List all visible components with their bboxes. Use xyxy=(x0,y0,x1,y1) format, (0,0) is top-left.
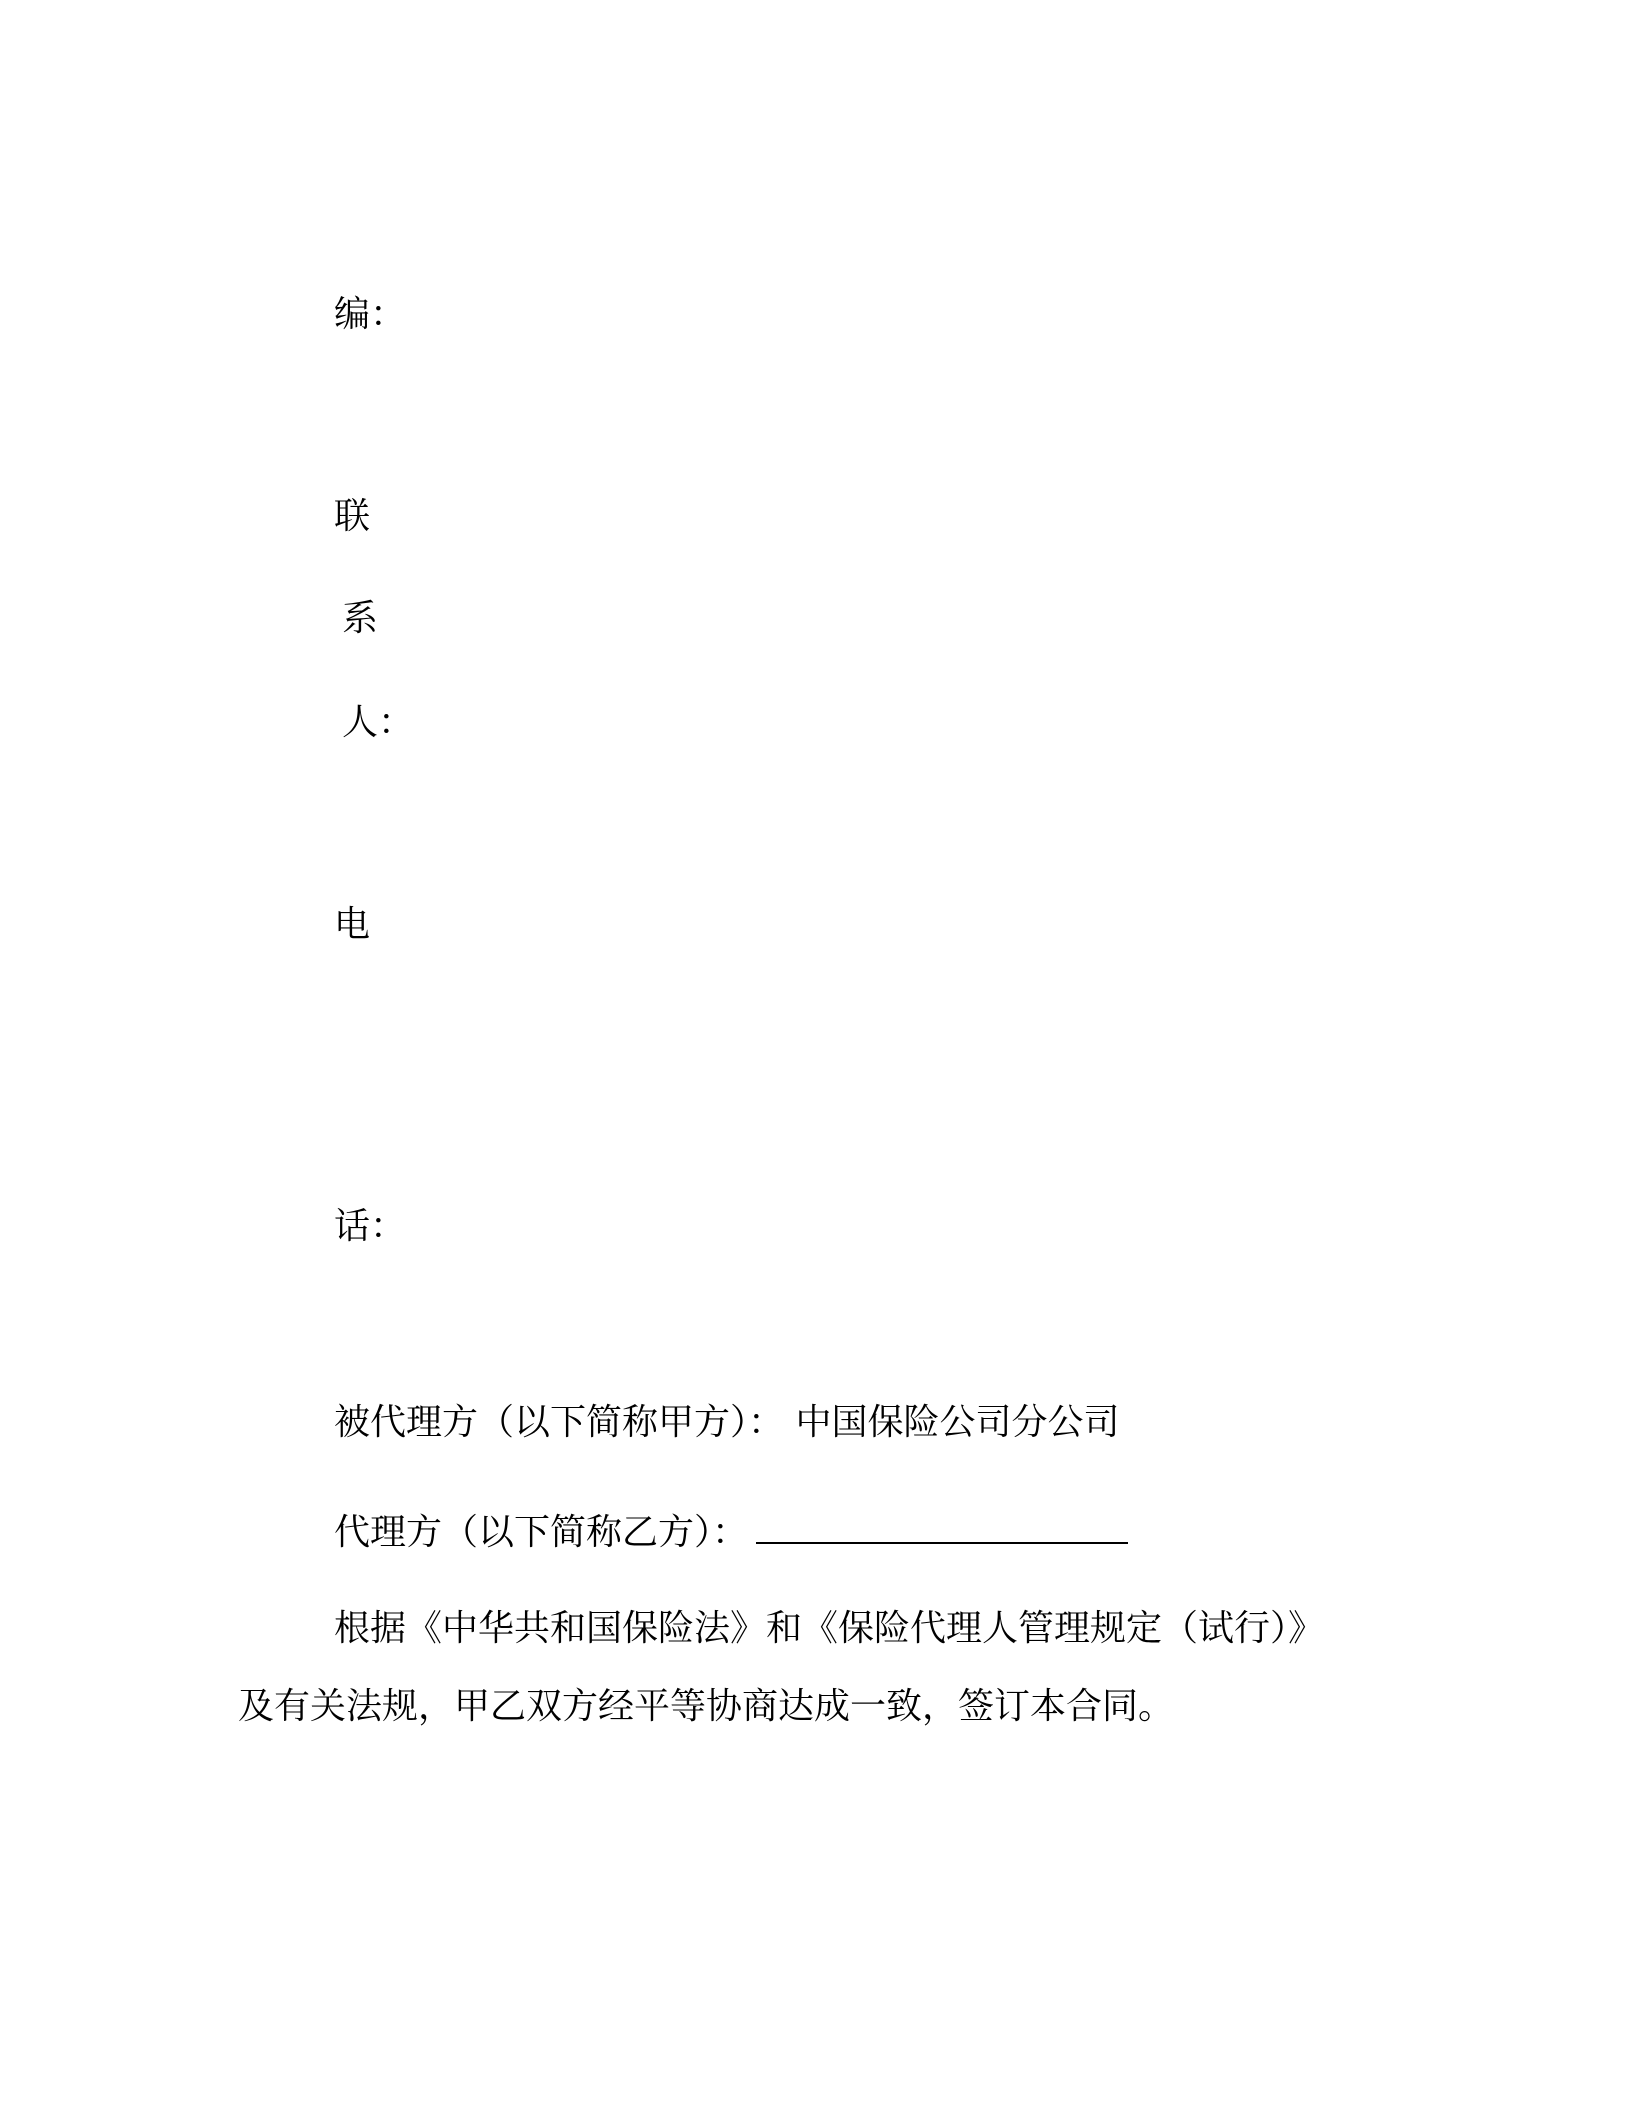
party-b-label: 代理方（以下简称乙方）： xyxy=(334,1512,749,1553)
party-a-line: 被代理方（以下简称甲方）： 中国保险公司分公司 xyxy=(334,1402,1120,1443)
contact-label-char-3: 人： xyxy=(342,702,415,743)
contact-label-char-2: 系 xyxy=(342,598,379,639)
phone-label-char-1: 电 xyxy=(334,904,371,945)
contact-label-char-1: 联 xyxy=(334,496,371,537)
phone-label-char-2: 话： xyxy=(334,1206,407,1247)
party-b-line xyxy=(334,1511,1128,1555)
preamble-line-2: 及有关法规，甲乙双方经平等协商达成一致，签订本合同。 xyxy=(238,1686,1175,1727)
postcode-label: 编： xyxy=(334,294,407,335)
party-b-blank xyxy=(756,1512,1128,1544)
preamble-line-1: 根据《中华共和国保险法》和《保险代理人管理规定（试行）》 xyxy=(334,1608,1325,1649)
